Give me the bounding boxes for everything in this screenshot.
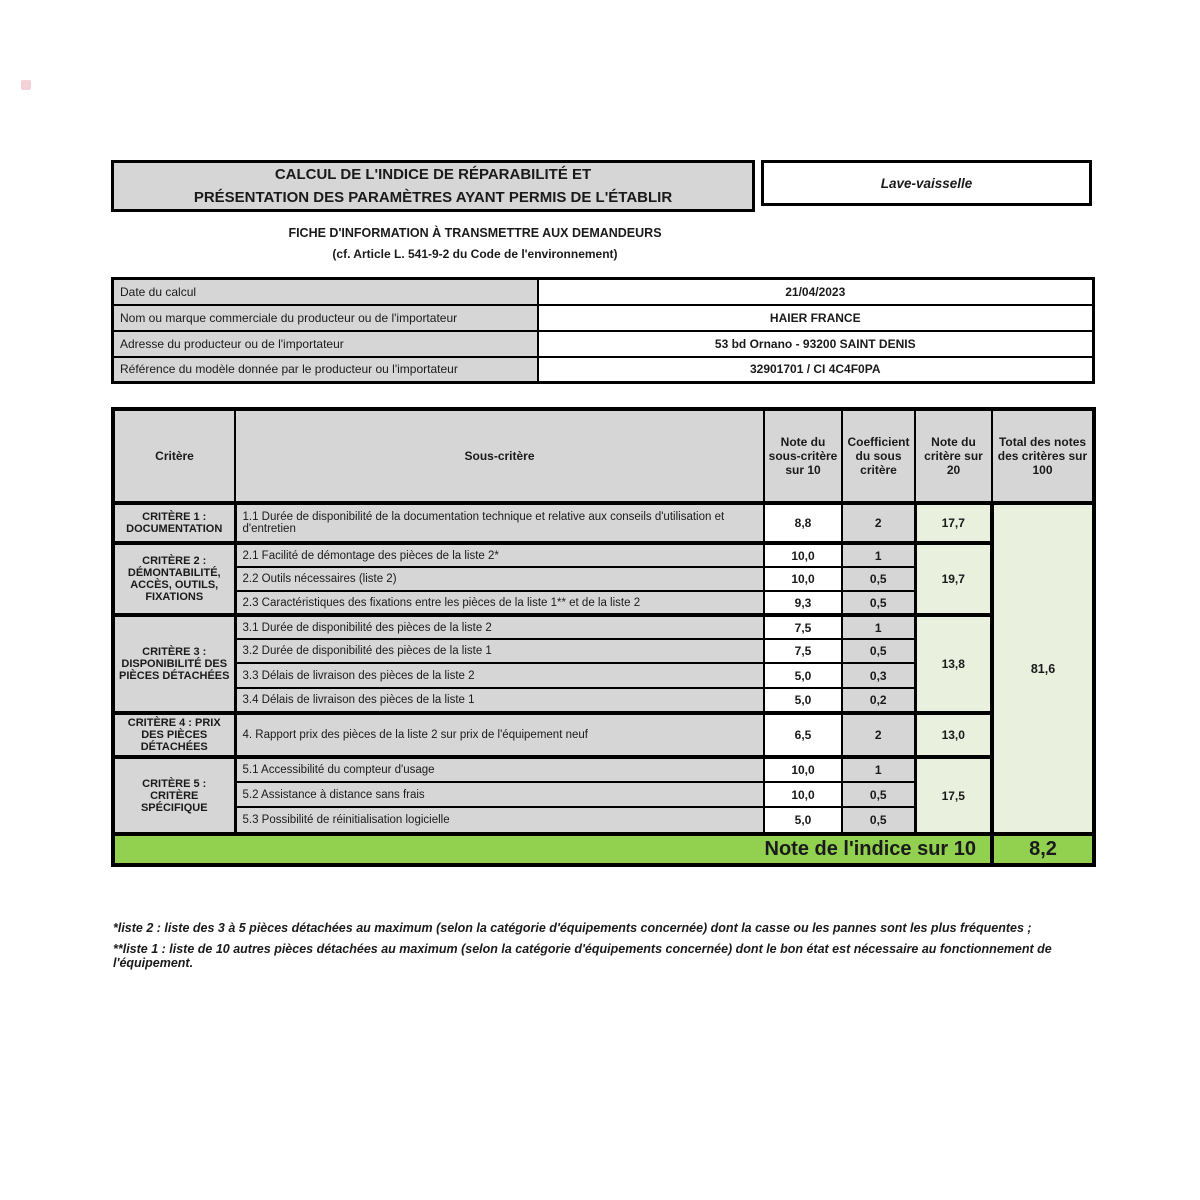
coef-5-3: 0,5 [842,807,915,834]
subtitle-line1: FICHE D'INFORMATION À TRANSMETTRE AUX DEMANDEURS [288,226,662,240]
info-value-brand: HAIER FRANCE [538,305,1094,331]
sous-critere-3-2: 3.2 Durée de disponibilité des pièces de la liste 1 [235,639,764,663]
sous-critere-1-1: 1.1 Durée de disponibilité de la documentation technique et relative aux conseils d'utilisation et d'entretien [235,503,764,543]
coef-2-1: 1 [842,543,915,567]
note20-critere-4: 13,0 [915,713,992,757]
header-critere: Critère [113,409,235,503]
note-2-3: 9,3 [764,591,842,615]
producer-info-table [111,277,1095,384]
subtitle-line2: (cf. Article L. 541-9-2 du Code de l'environnement) [332,247,618,261]
critere-4-label: CRITÈRE 4 : PRIX DES PIÈCES DÉTACHÉES [113,713,235,757]
coef-5-1: 1 [842,757,915,782]
note-5-2: 10,0 [764,782,842,807]
document-title-line1: CALCUL DE L'INDICE DE RÉPARABILITÉ ET [274,165,592,183]
header-note-sous-critere: Note du sous-critère sur 10 [764,409,842,503]
sous-critere-2-3: 2.3 Caractéristiques des fixations entre les pièces de la liste 1** et de la liste 2 [235,591,764,615]
header-note-critere: Note du critère sur 20 [915,409,992,503]
coef-5-2: 0,5 [842,782,915,807]
note-3-2: 7,5 [764,639,842,663]
sous-critere-3-1: 3.1 Durée de disponibilité des pièces de la liste 2 [235,615,764,639]
coef-2-2: 0,5 [842,567,915,591]
index-label: Note de l'indice sur 10 [113,834,992,865]
critere-2-label: CRITÈRE 2 : DÉMONTABILITÉ, ACCÈS, OUTILS, FIXATIONS [113,543,235,615]
critere-3-label: CRITÈRE 3 : DISPONIBILITÉ DES PIÈCES DÉTACHÉES [113,615,235,713]
coef-3-1: 1 [842,615,915,639]
note-4: 6,5 [764,713,842,757]
row-5-1 [113,757,1094,782]
note-2-2: 10,0 [764,567,842,591]
footnote-liste2: *liste 2 : liste des 3 à 5 pièces détachées au maximum (selon la catégorie d'équipements concernée) dont la casse ou les pannes sont les plus fréquentes ; [113,921,1032,935]
info-label-address: Adresse du producteur ou de l'importateur [113,331,538,357]
info-value-reference: 32901701 / CI 4C4F0PA [538,357,1094,383]
note-1-1: 8,8 [764,503,842,543]
row-1-1 [113,503,1094,543]
header-sous-critere: Sous-critère [235,409,764,503]
product-category-box [761,160,1092,206]
row-3-1 [113,615,1094,639]
note20-critere-1: 17,7 [915,503,992,543]
footnotes [113,921,1094,977]
product-category-label: Lave-vaisselle [880,175,973,191]
info-row-brand [113,305,1094,331]
coef-3-3: 0,3 [842,663,915,688]
note-3-4: 5,0 [764,688,842,713]
info-label-reference: Référence du modèle donnée par le producteur ou l'importateur [113,357,538,383]
sous-critere-4: 4. Rapport prix des pièces de la liste 2 sur prix de l'équipement neuf [235,713,764,757]
total-sur-100: 81,6 [992,503,1094,834]
index-row [113,834,1094,865]
coef-4: 2 [842,713,915,757]
title-band [111,160,1092,212]
note20-critere-2: 19,7 [915,543,992,615]
row-2-1 [113,543,1094,567]
critere-1-label: CRITÈRE 1 : DOCUMENTATION [113,503,235,543]
header-total: Total des notes des critères sur 100 [992,409,1094,503]
scan-artifact [21,80,31,90]
document-title-line2: PRÉSENTATION DES PARAMÈTRES AYANT PERMIS DE L'ÉTABLIR [193,189,673,206]
info-row-reference [113,357,1094,383]
coef-2-3: 0,5 [842,591,915,615]
sous-critere-5-1: 5.1 Accessibilité du compteur d'usage [235,757,764,782]
sous-critere-2-1: 2.1 Facilité de démontage des pièces de la liste 2* [235,543,764,567]
note-5-1: 10,0 [764,757,842,782]
critere-5-label: CRITÈRE 5 : CRITÈRE SPÉCIFIQUE [113,757,235,834]
note20-critere-3: 13,8 [915,615,992,713]
sous-critere-5-3: 5.3 Possibilité de réinitialisation logicielle [235,807,764,834]
info-label-brand: Nom ou marque commerciale du producteur ou de l'importateur [113,305,538,331]
footnote-liste1: **liste 1 : liste de 10 autres pièces détachées au maximum (selon la catégorie d'équipements concernée) dont le bon état est nécessaire au fonctionnement de l'équipement. [113,942,1052,970]
note-2-1: 10,0 [764,543,842,567]
note20-critere-5: 17,5 [915,757,992,834]
info-label-date: Date du calcul [113,279,538,305]
info-value-address: 53 bd Ornano - 93200 SAINT DENIS [538,331,1094,357]
document-title [111,160,755,212]
coef-3-2: 0,5 [842,639,915,663]
note-3-3: 5,0 [764,663,842,688]
coef-3-4: 0,2 [842,688,915,713]
header-coefficient: Coefficient du sous critère [842,409,915,503]
info-value-date: 21/04/2023 [538,279,1094,305]
sous-critere-3-3: 3.3 Délais de livraison des pièces de la liste 2 [235,663,764,688]
sous-critere-2-2: 2.2 Outils nécessaires (liste 2) [235,567,764,591]
info-row-date [113,279,1094,305]
note-3-1: 7,5 [764,615,842,639]
sous-critere-5-2: 5.2 Assistance à distance sans frais [235,782,764,807]
index-value: 8,2 [992,834,1094,865]
info-row-address [113,331,1094,357]
subtitle-block [111,226,839,261]
criteria-header-row [113,409,1094,503]
row-4 [113,713,1094,757]
sous-critere-3-4: 3.4 Délais de livraison des pièces de la liste 1 [235,688,764,713]
note-5-3: 5,0 [764,807,842,834]
coef-1-1: 2 [842,503,915,543]
criteria-table [111,407,1096,867]
